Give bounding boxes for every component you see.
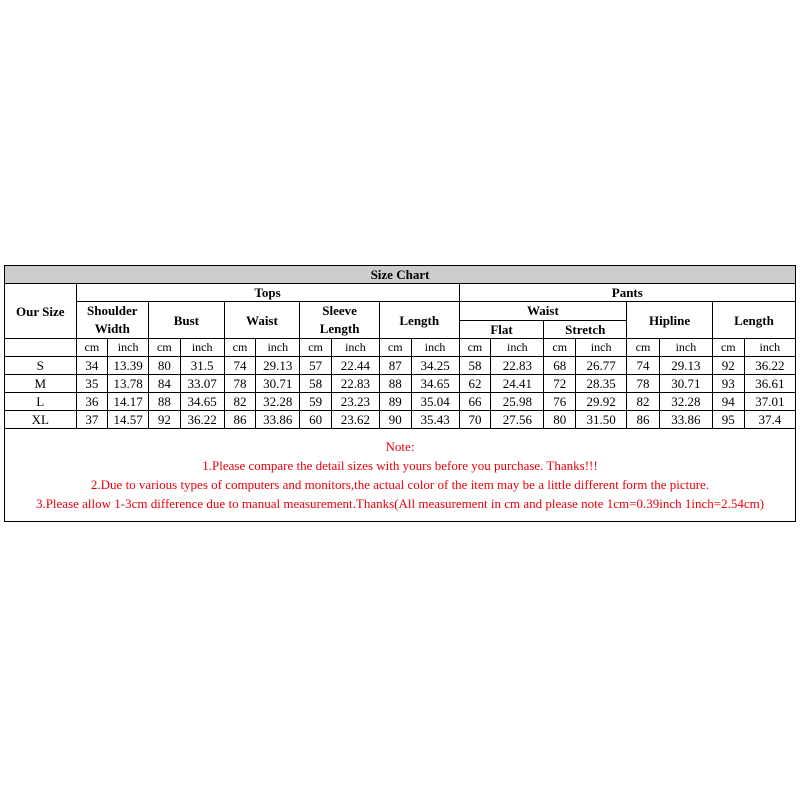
value-cell: 34.65 (180, 393, 224, 411)
value-cell: 62 (459, 375, 491, 393)
value-cell: 86 (224, 411, 256, 429)
size-cell: M (5, 375, 77, 393)
value-cell: 90 (379, 411, 411, 429)
unit-inch: inch (108, 339, 149, 357)
value-cell: 34.25 (411, 357, 459, 375)
waist-flat-header: Flat (459, 320, 544, 339)
note-line-1: 1.Please compare the detail sizes with yours before you purchase. Thanks!!! (202, 458, 598, 473)
value-cell: 27.56 (491, 411, 544, 429)
value-cell: 33.86 (256, 411, 300, 429)
tops-length-header: Length (379, 302, 459, 339)
tops-group-header: Tops (76, 284, 459, 302)
value-cell: 78 (224, 375, 256, 393)
pants-group-header: Pants (459, 284, 795, 302)
size-cell: XL (5, 411, 77, 429)
value-cell: 84 (149, 375, 181, 393)
unit-inch: inch (256, 339, 300, 357)
size-cell: L (5, 393, 77, 411)
value-cell: 34 (76, 357, 108, 375)
value-cell: 57 (300, 357, 332, 375)
unit-cm: cm (627, 339, 660, 357)
value-cell: 31.50 (576, 411, 627, 429)
value-cell: 36.61 (744, 375, 795, 393)
value-cell: 22.83 (331, 375, 379, 393)
value-cell: 74 (224, 357, 256, 375)
bust-header: Bust (149, 302, 225, 339)
unit-cm: cm (149, 339, 181, 357)
value-cell: 87 (379, 357, 411, 375)
our-size-header: Our Size (5, 284, 77, 339)
tops-waist-header: Waist (224, 302, 300, 339)
value-cell: 31.5 (180, 357, 224, 375)
value-cell: 37.4 (744, 411, 795, 429)
value-cell: 72 (544, 375, 576, 393)
value-cell: 92 (149, 411, 181, 429)
unit-cm: cm (379, 339, 411, 357)
value-cell: 88 (379, 375, 411, 393)
table-row (5, 357, 796, 375)
note-line-3: 3.Please allow 1-3cm difference due to manual measurement.Thanks(All measurement in cm and please note 1cm=0.39inch 1inch=2.54cm) (35, 496, 765, 511)
table-title: Size Chart (5, 266, 796, 284)
waist-stretch-header: Stretch (544, 320, 627, 339)
value-cell: 89 (379, 393, 411, 411)
value-cell: 76 (544, 393, 576, 411)
value-cell: 29.13 (659, 357, 712, 375)
value-cell: 36 (76, 393, 108, 411)
hipline-header: Hipline (627, 302, 713, 339)
sleeve-length-header: Sleeve Length (300, 302, 380, 339)
value-cell: 23.23 (331, 393, 379, 411)
unit-inch: inch (659, 339, 712, 357)
value-cell: 13.39 (108, 357, 149, 375)
unit-cm: cm (459, 339, 491, 357)
value-cell: 30.71 (659, 375, 712, 393)
value-cell: 86 (627, 411, 660, 429)
value-cell: 26.77 (576, 357, 627, 375)
table-row (5, 393, 796, 411)
unit-inch: inch (744, 339, 795, 357)
value-cell: 25.98 (491, 393, 544, 411)
value-cell: 32.28 (659, 393, 712, 411)
value-cell: 80 (149, 357, 181, 375)
table-row (5, 411, 796, 429)
value-cell: 23.62 (331, 411, 379, 429)
unit-cm: cm (712, 339, 744, 357)
unit-inch: inch (411, 339, 459, 357)
value-cell: 35.43 (411, 411, 459, 429)
value-cell: 70 (459, 411, 491, 429)
unit-inch: inch (180, 339, 224, 357)
note-heading: Note: (385, 439, 415, 454)
value-cell: 14.17 (108, 393, 149, 411)
value-cell: 88 (149, 393, 181, 411)
value-cell: 82 (224, 393, 256, 411)
value-cell: 82 (627, 393, 660, 411)
value-cell: 80 (544, 411, 576, 429)
unit-inch: inch (491, 339, 544, 357)
value-cell: 74 (627, 357, 660, 375)
value-cell: 94 (712, 393, 744, 411)
value-cell: 29.13 (256, 357, 300, 375)
value-cell: 60 (300, 411, 332, 429)
value-cell: 34.65 (411, 375, 459, 393)
unit-row (5, 339, 796, 357)
value-cell: 36.22 (744, 357, 795, 375)
value-cell: 32.28 (256, 393, 300, 411)
value-cell: 22.44 (331, 357, 379, 375)
unit-inch: inch (331, 339, 379, 357)
unit-cm: cm (224, 339, 256, 357)
value-cell: 36.22 (180, 411, 224, 429)
value-cell: 14.57 (108, 411, 149, 429)
pants-length-header: Length (712, 302, 795, 339)
value-cell: 28.35 (576, 375, 627, 393)
table-row (5, 375, 796, 393)
shoulder-width-header: Shoulder Width (76, 302, 149, 339)
value-cell: 37.01 (744, 393, 795, 411)
value-cell: 30.71 (256, 375, 300, 393)
size-chart (4, 265, 796, 522)
value-cell: 13.78 (108, 375, 149, 393)
value-cell: 92 (712, 357, 744, 375)
value-cell: 33.07 (180, 375, 224, 393)
note-line-2: 2.Due to various types of computers and monitors,the actual color of the item may be a little different form the picture. (90, 477, 710, 492)
value-cell: 58 (300, 375, 332, 393)
unit-cm: cm (300, 339, 332, 357)
value-cell: 58 (459, 357, 491, 375)
value-cell: 22.83 (491, 357, 544, 375)
value-cell: 93 (712, 375, 744, 393)
unit-row-blank (5, 339, 77, 357)
unit-cm: cm (544, 339, 576, 357)
size-cell: S (5, 357, 77, 375)
unit-inch: inch (576, 339, 627, 357)
unit-cm: cm (76, 339, 108, 357)
value-cell: 35.04 (411, 393, 459, 411)
value-cell: 37 (76, 411, 108, 429)
size-chart-table (4, 265, 796, 429)
value-cell: 33.86 (659, 411, 712, 429)
note-box (4, 429, 796, 522)
value-cell: 95 (712, 411, 744, 429)
value-cell: 78 (627, 375, 660, 393)
value-cell: 24.41 (491, 375, 544, 393)
pants-waist-header: Waist (459, 302, 627, 321)
value-cell: 59 (300, 393, 332, 411)
value-cell: 29.92 (576, 393, 627, 411)
value-cell: 66 (459, 393, 491, 411)
value-cell: 68 (544, 357, 576, 375)
value-cell: 35 (76, 375, 108, 393)
